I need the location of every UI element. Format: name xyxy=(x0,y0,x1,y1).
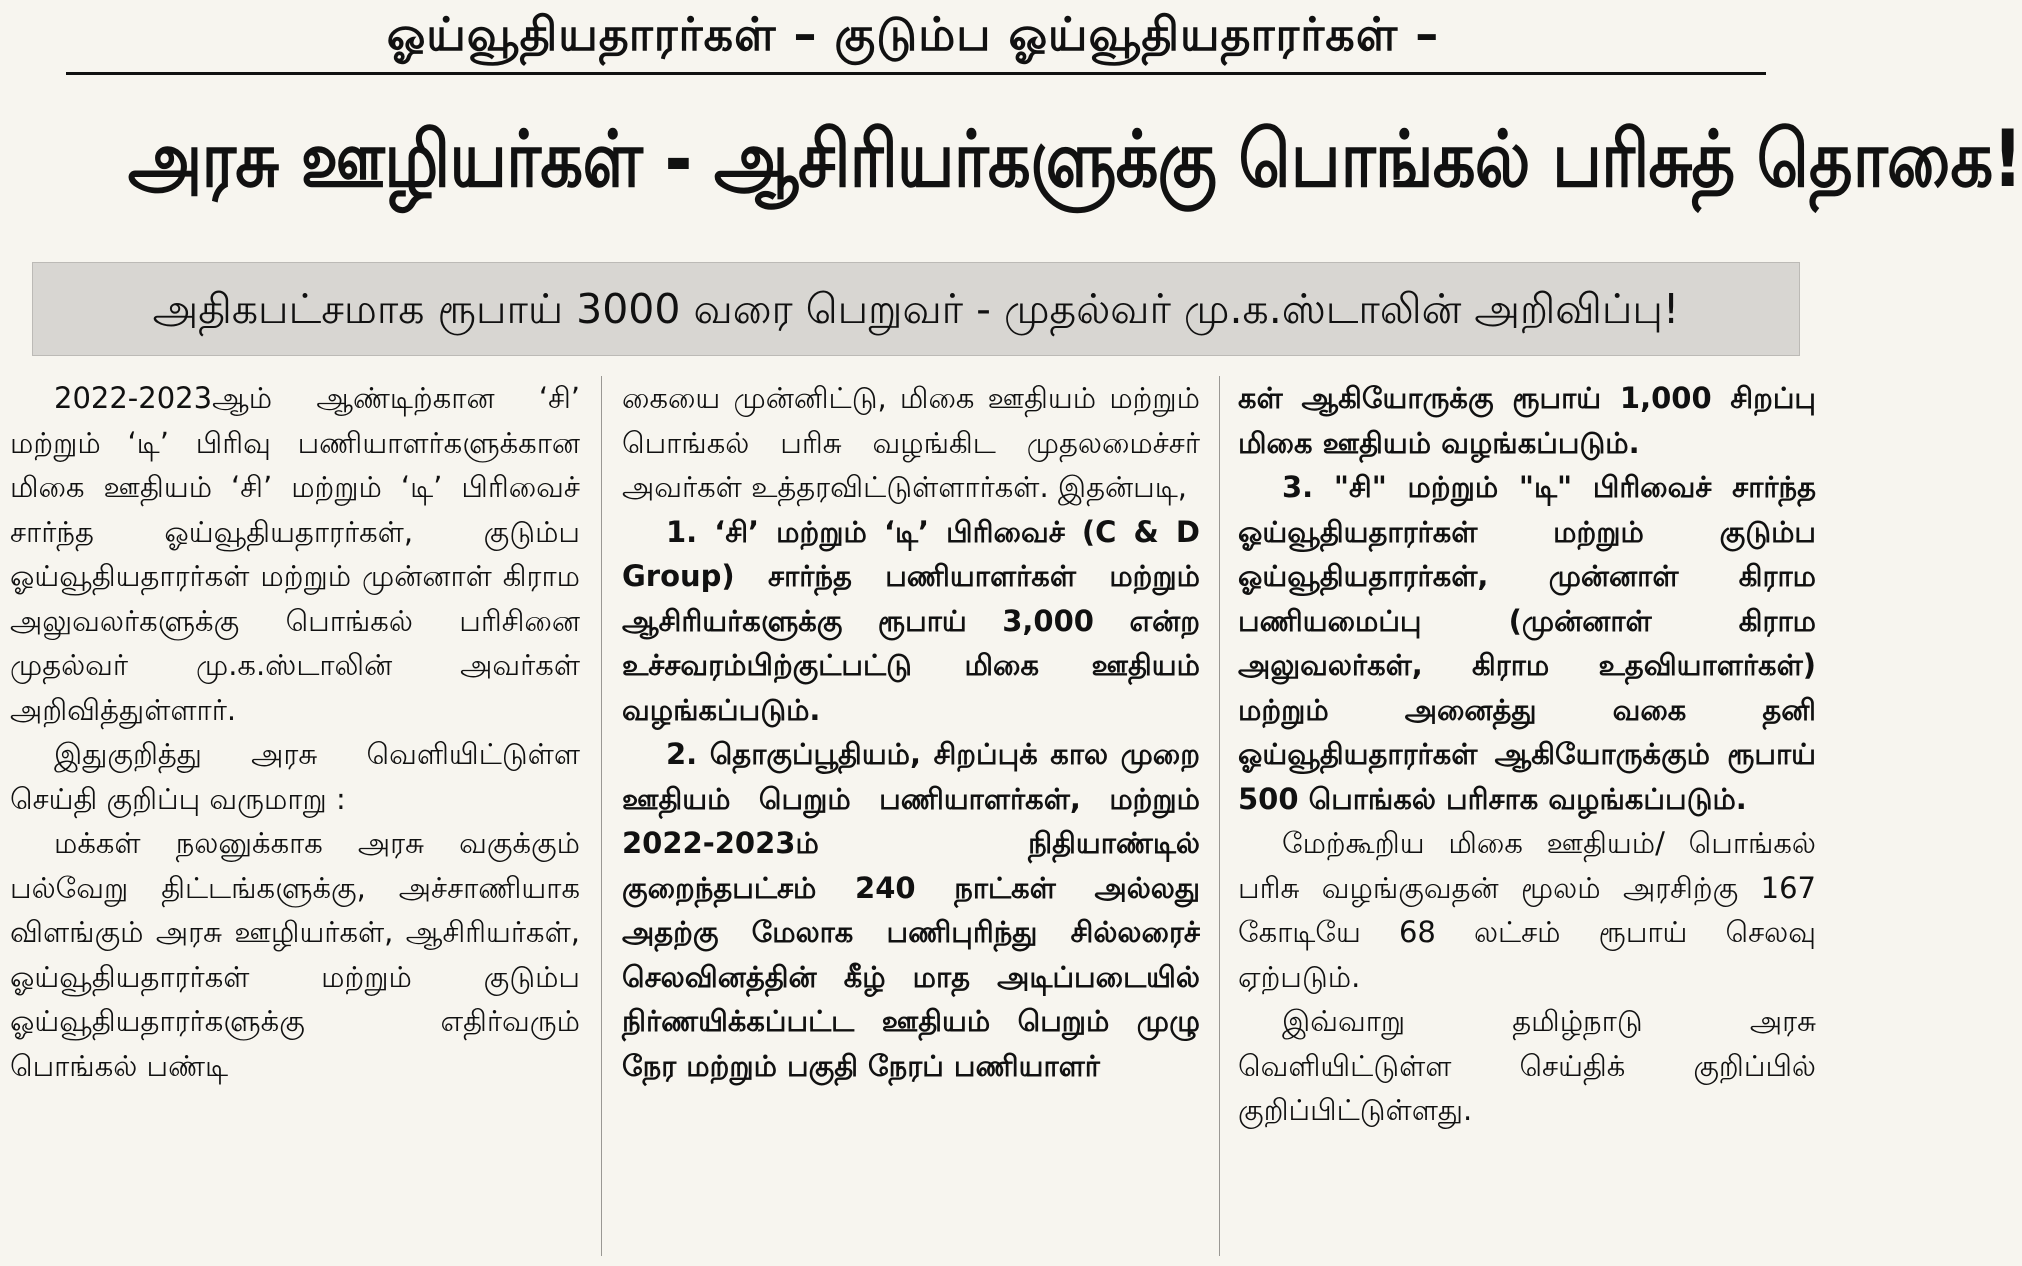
col2-paragraph-2: 1. ‘சி’ மற்றும் ‘டி’ பிரிவைச் (C & D Group) சார்ந்த பணியாளர்கள் மற்றும் ஆசிரியர்களுக்கு ரூபாய் 3,000 என்ற உச்சவரம்பிற்குட்பட்டு மிகை ஊதியம் வழங்கப்படும். xyxy=(622,514,1200,727)
col3-paragraph-4: இவ்வாறு தமிழ்நாடு அரசு வெளியிட்டுள்ள செய்திக் குறிப்பில் குறிப்பிட்டுள்ளது. xyxy=(1238,1004,1816,1127)
headline: அரசு ஊழியர்கள் - ஆசிரியர்களுக்கு பொங்கல் பரிசுத் தொகை! xyxy=(127,115,2022,205)
kicker-underline xyxy=(66,72,1766,75)
col1-paragraph-2: இதுகுறித்து அரசு வெளியிட்டுள்ள செய்தி குறிப்பு வருமாறு : xyxy=(10,737,580,816)
column-divider-1 xyxy=(601,376,602,1256)
column-divider-2 xyxy=(1219,376,1220,1256)
col1-paragraph-3: மக்கள் நலனுக்காக அரசு வகுக்கும் பல்வேறு திட்டங்களுக்கு, அச்சாணியாக விளங்கும் அரசு ஊழியர்கள், ஆசிரியர்கள், ஓய்வூதியதாரர்கள் மற்றும் குடும்ப ஓய்வூதியதாரர்களுக்கு எதிர்வரும் பொங்கல் பண்டி xyxy=(10,826,580,1083)
col3-paragraph-2: 3. "சி" மற்றும் "டி" பிரிவைச் சார்ந்த ஓய்வூதியதாரர்கள் மற்றும் குடும்ப ஓய்வூதியதாரர்கள், முன்னாள் கிராம பணியமைப்பு (முன்னாள் கிராம அலுவலர்கள், கிராம உதவியாளர்கள்) மற்றும் அனைத்து வகை தனி ஓய்வூதியதாரர்கள் ஆகியோருக்கும் ரூபாய் 500 பொங்கல் பரிசாக வழங்கப்படும். xyxy=(1238,470,1816,816)
col3-paragraph-3: மேற்கூறிய மிகை ஊதியம்/ பொங்கல் பரிசு வழங்குவதன் மூலம் அரசிற்கு 167 கோடியே 68 லட்சம் ரூபாய் செலவு ஏற்படும். xyxy=(1238,826,1816,994)
subheadline-box xyxy=(32,262,1800,356)
article-column-3 xyxy=(1238,376,1816,1256)
col2-paragraph-1: கையை முன்னிட்டு, மிகை ஊதியம் மற்றும் பொங்கல் பரிசு வழங்கிட முதலமைச்சர் அவர்கள் உத்தரவிட்டுள்ளார்கள். இதன்படி, xyxy=(622,381,1200,504)
article-column-1 xyxy=(10,376,580,1256)
subheadline: அதிகபட்சமாக ரூபாய் 3000 வரை பெறுவர் - முதல்வர் மு.க.ஸ்டாலின் அறிவிப்பு! xyxy=(152,285,1680,333)
col3-paragraph-1: கள் ஆகியோருக்கு ரூபாய் 1,000 சிறப்பு மிகை ஊதியம் வழங்கப்படும். xyxy=(1238,381,1816,460)
col2-paragraph-3: 2. தொகுப்பூதியம், சிறப்புக் கால முறை ஊதியம் பெறும் பணியாளர்கள், மற்றும் 2022-2023ம் நிதியாண்டில் குறைந்தபட்சம் 240 நாட்கள் அல்லது அதற்கு மேலாக பணிபுரிந்து சில்லரைச் செலவினத்தின் கீழ் மாத அடிப்படையில் நிர்ணயிக்கப்பட்ட ஊதியம் பெறும் முழு நேர மற்றும் பகுதி நேரப் பணியாளர் xyxy=(622,737,1200,1083)
article-column-2 xyxy=(622,376,1200,1256)
kicker-heading: ஓய்வூதியதாரர்கள் – குடும்ப ஓய்வூதியதாரர்கள் – xyxy=(386,7,1440,61)
col1-paragraph-1: 2022-2023ஆம் ஆண்டிற்கான ‘சி’ மற்றும் ‘டி’ பிரிவு பணியாளர்களுக்கான மிகை ஊதியம் ‘சி’ மற்றும் ‘டி’ பிரிவைச் சார்ந்த ஓய்வூதியதாரர்கள், குடும்ப ஓய்வூதியதாரர்கள் மற்றும் முன்னாள் கிராம அலுவலர்களுக்கு பொங்கல் பரிசினை முதல்வர் மு.க.ஸ்டாலின் அவர்கள் அறிவித்துள்ளார். xyxy=(10,381,580,727)
